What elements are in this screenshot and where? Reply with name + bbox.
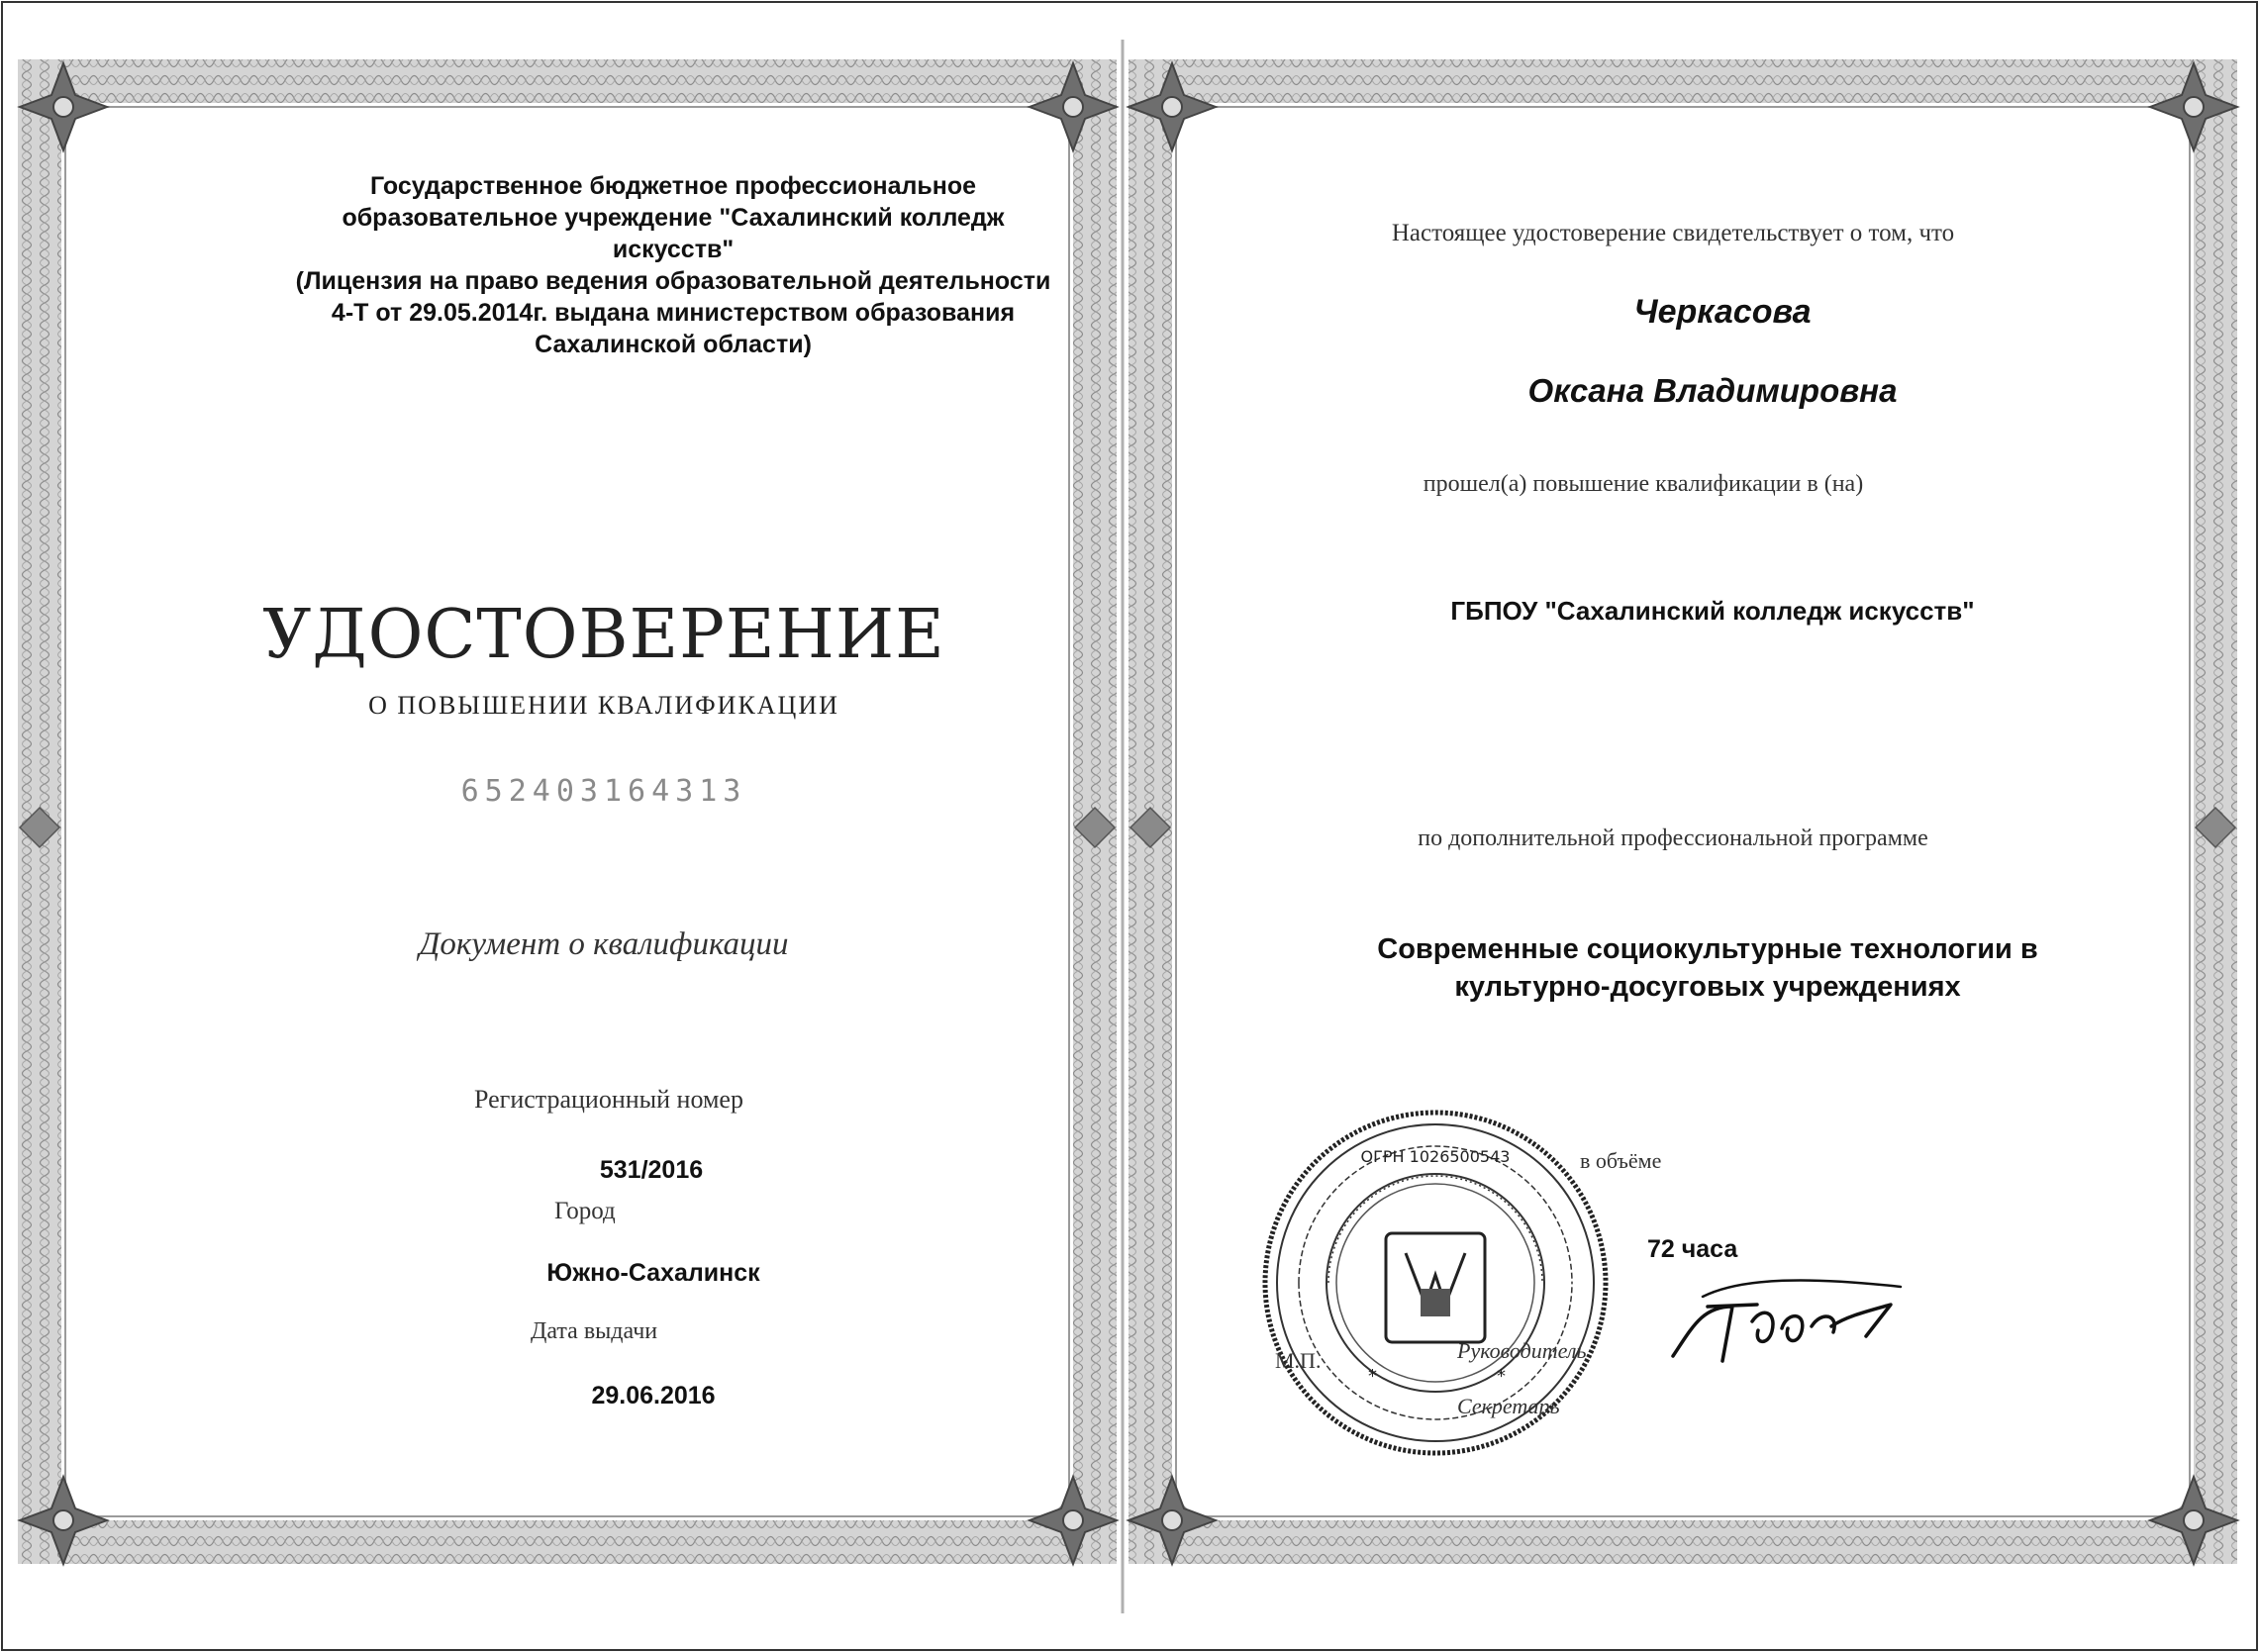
issuer-line: образовательное учреждение "Сахалинский колледж xyxy=(342,204,1005,232)
institution-name: ГБПОУ "Сахалинский колледж искусств" xyxy=(1450,596,1975,626)
document-title: УДОСТОВЕРЕНИЕ xyxy=(262,596,945,674)
document-kind: Документ о квалификации xyxy=(419,926,789,962)
svg-text:*: * xyxy=(1497,1366,1506,1387)
secretary-label: Секретарь xyxy=(1457,1394,1560,1418)
city-label: Город xyxy=(554,1198,616,1224)
program-name-line: культурно-досуговых учреждениях xyxy=(1454,971,1961,1003)
program-name xyxy=(1287,930,2128,1006)
stamp-place-label: М.П. xyxy=(1275,1348,1322,1373)
program-label: по дополнительной профессиональной программе xyxy=(1418,826,1928,851)
issuer-block xyxy=(247,170,1099,360)
passed-text: прошел(а) повышение квалификации в (на) xyxy=(1423,471,1864,497)
issuer-line: Сахалинской области) xyxy=(535,331,812,358)
holder-given-names: Оксана Владимировна xyxy=(1527,372,1898,409)
city-value: Южно-Сахалинск xyxy=(546,1259,760,1287)
holder-surname: Черкасова xyxy=(1633,293,1812,331)
head-label: Руководитель xyxy=(1457,1338,1587,1363)
registration-number: 531/2016 xyxy=(599,1156,704,1184)
serial-number: 652403164313 xyxy=(460,774,747,809)
issue-date-label: Дата выдачи xyxy=(531,1318,658,1344)
volume-label: в объёме xyxy=(1580,1148,1662,1173)
intro-text: Настоящее удостоверение свидетельствует о том, что xyxy=(1391,220,1955,246)
program-name-line: Современные социокультурные технологии в xyxy=(1377,933,2038,965)
issuer-line: 4-Т от 29.05.2014г. выдана министерством образования xyxy=(331,299,1016,327)
issuer-line: (Лицензия на право ведения образовательной деятельности xyxy=(295,267,1051,295)
coat-of-arms-icon xyxy=(1386,1233,1485,1342)
issuer-line: Государственное бюджетное профессиональное xyxy=(369,172,976,200)
handwritten-signature xyxy=(1663,1267,1920,1376)
document-subtitle: О ПОВЫШЕНИИ КВАЛИФИКАЦИИ xyxy=(368,691,839,720)
issuer-line: искусств" xyxy=(612,236,735,263)
seal-ogrn: ОГРН 1026500543 xyxy=(1360,1147,1511,1166)
registration-label: Регистрационный номер xyxy=(474,1085,743,1114)
svg-text:*: * xyxy=(1368,1366,1377,1387)
issue-date: 29.06.2016 xyxy=(591,1382,716,1409)
hours-value: 72 часа xyxy=(1647,1235,1738,1263)
